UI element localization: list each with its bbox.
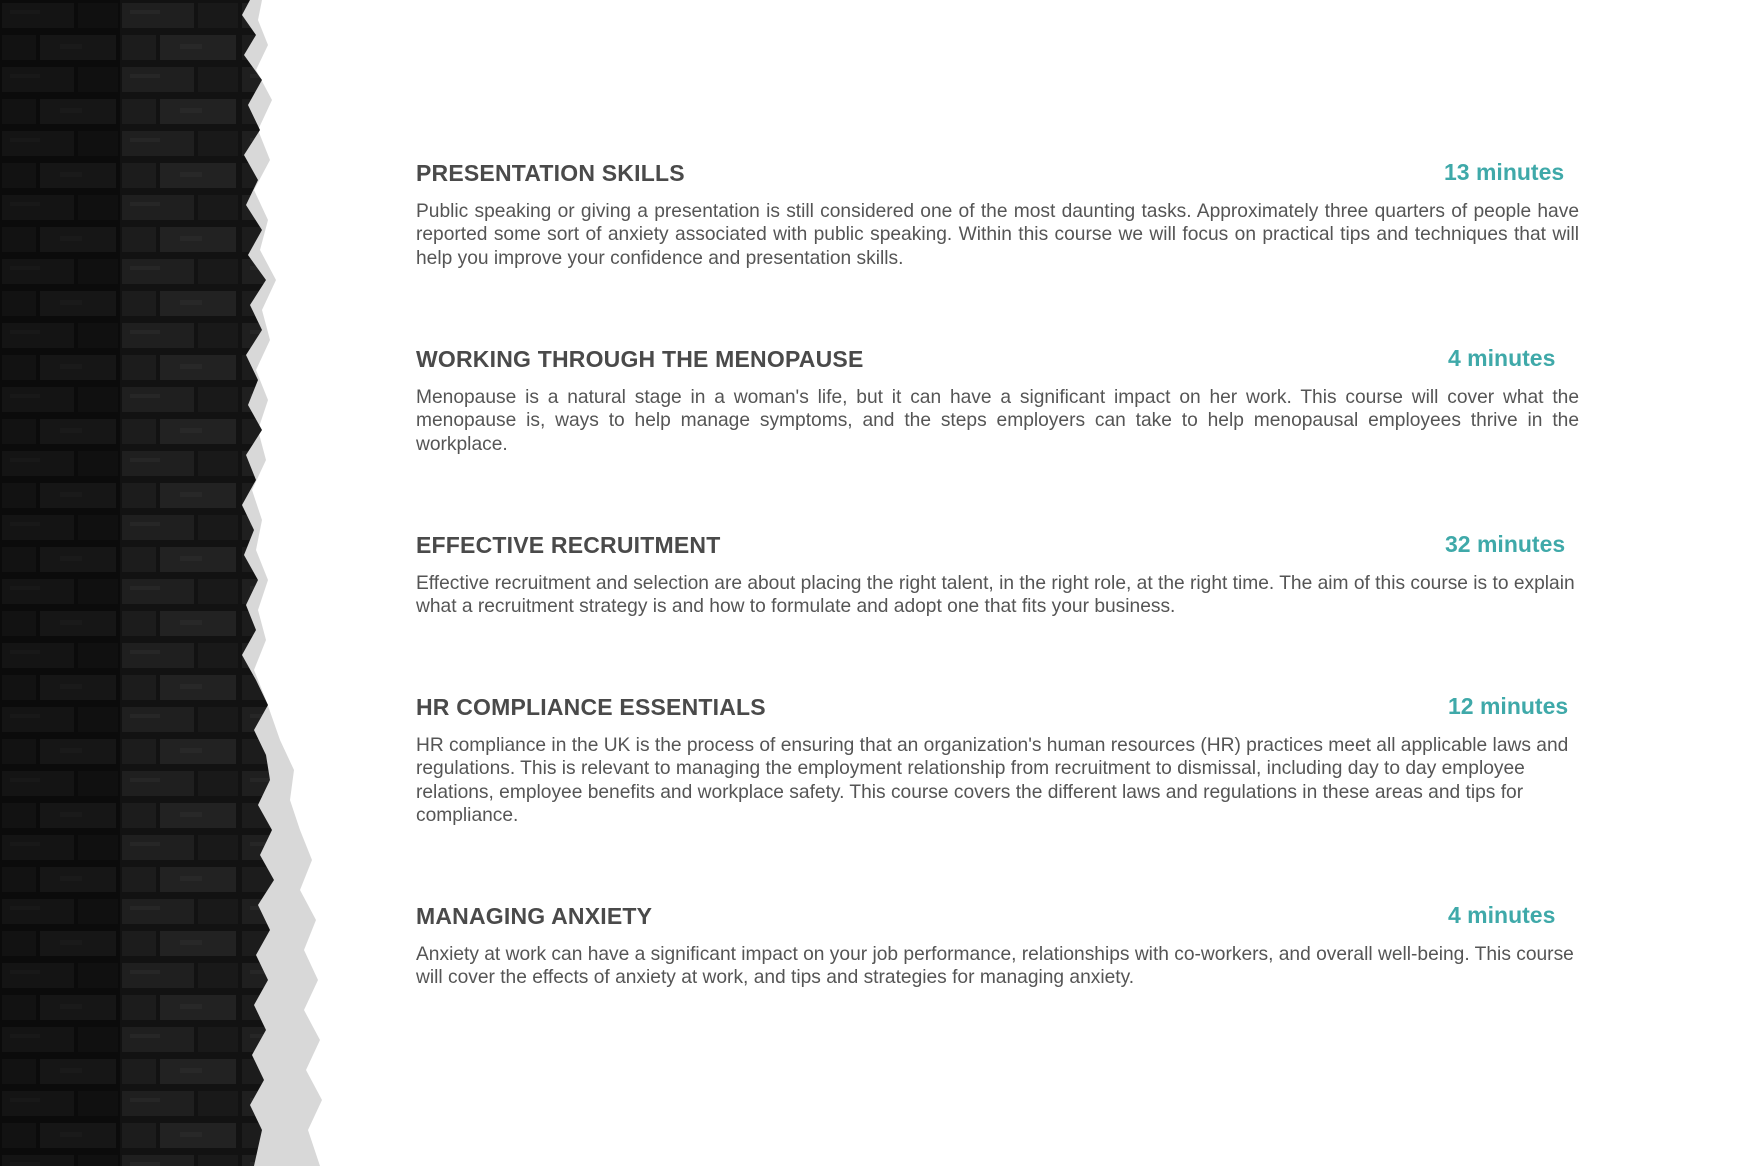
- course-duration: 32 minutes: [1445, 531, 1566, 557]
- course-description: Anxiety at work can have a significant impact on your job performance, relationships with co-workers, and overall well-being. This course will cover the effects of anxiety at work, and tips and strategies for managing anxiety.: [416, 944, 1574, 989]
- course-title: PRESENTATION SKILLS: [416, 160, 685, 186]
- course-title: EFFECTIVE RECRUITMENT: [416, 532, 721, 558]
- course-duration: 4 minutes: [1448, 902, 1556, 928]
- course-list: [416, 0, 1579, 1166]
- course-working-through-the-menopause: [416, 346, 1579, 456]
- course-managing-anxiety: [416, 903, 1579, 990]
- course-title: MANAGING ANXIETY: [416, 903, 653, 929]
- course-title: HR COMPLIANCE ESSENTIALS: [416, 694, 766, 720]
- course-description: Public speaking or giving a presentation is still considered one of the most daunting tasks. Approximately three quarters of people have reported some sort of anxiety associated with public speaking. Within this course we will focus on practical tips and techniques that will help you improve your confidence and presentation skills.: [416, 201, 1579, 269]
- course-presentation-skills: [416, 160, 1579, 270]
- course-title: WORKING THROUGH THE MENOPAUSE: [416, 346, 864, 372]
- course-description: Menopause is a natural stage in a woman's life, but it can have a significant impact on her work. This course will cover what the menopause is, ways to help manage symptoms, and the steps employers can take to help menopausal employees thrive in the workplace.: [416, 387, 1579, 455]
- course-hr-compliance-essentials: [416, 694, 1579, 828]
- course-description: HR compliance in the UK is the process of ensuring that an organization's human resources (HR) practices meet all applicable laws and regulations. This is relevant to managing the employment relationship from recruitment to dismissal, including day to day employee relations, employee benefits and workplace safety. This course covers the different laws and regulations in these areas and tips for compliance.: [416, 735, 1569, 827]
- course-description: Effective recruitment and selection are about placing the right talent, in the right role, at the right time. The aim of this course is to explain what a recruitment strategy is and how to formulate and adopt one that fits your business.: [416, 573, 1575, 618]
- course-effective-recruitment: [416, 532, 1579, 619]
- course-duration: 12 minutes: [1448, 693, 1569, 719]
- torn-brick-wall-decoration: [0, 0, 340, 1166]
- course-duration: 4 minutes: [1448, 345, 1556, 371]
- course-duration: 13 minutes: [1444, 159, 1565, 185]
